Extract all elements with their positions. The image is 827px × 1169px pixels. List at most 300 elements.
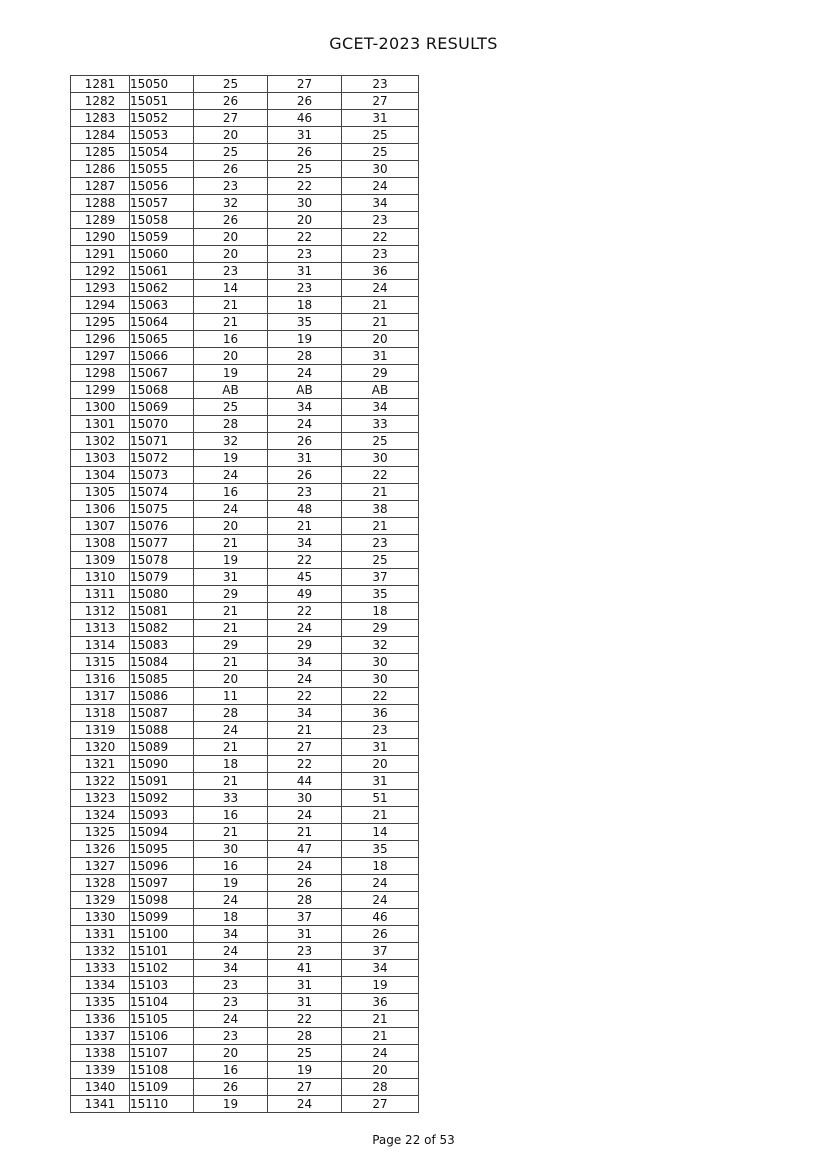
table-row bbox=[71, 467, 419, 484]
table-row bbox=[71, 178, 419, 195]
score-2-cell: 21 bbox=[268, 722, 342, 739]
score-2-cell: 21 bbox=[268, 518, 342, 535]
score-1-cell: 26 bbox=[194, 93, 268, 110]
score-1-cell: 26 bbox=[194, 161, 268, 178]
table-row bbox=[71, 246, 419, 263]
roll-number-cell: 15074 bbox=[130, 484, 194, 501]
table-row bbox=[71, 331, 419, 348]
score-2-cell: 20 bbox=[268, 212, 342, 229]
score-3-cell: 35 bbox=[342, 841, 419, 858]
score-3-cell: 24 bbox=[342, 178, 419, 195]
score-3-cell: 28 bbox=[342, 1079, 419, 1096]
serial-cell: 1334 bbox=[71, 977, 130, 994]
serial-cell: 1327 bbox=[71, 858, 130, 875]
table-row bbox=[71, 637, 419, 654]
score-3-cell: 34 bbox=[342, 960, 419, 977]
roll-number-cell: 15097 bbox=[130, 875, 194, 892]
serial-cell: 1296 bbox=[71, 331, 130, 348]
table-row bbox=[71, 909, 419, 926]
score-3-cell: 26 bbox=[342, 926, 419, 943]
score-1-cell: 19 bbox=[194, 365, 268, 382]
roll-number-cell: 15098 bbox=[130, 892, 194, 909]
table-row bbox=[71, 110, 419, 127]
table-row bbox=[71, 671, 419, 688]
roll-number-cell: 15086 bbox=[130, 688, 194, 705]
roll-number-cell: 15065 bbox=[130, 331, 194, 348]
serial-cell: 1282 bbox=[71, 93, 130, 110]
table-row bbox=[71, 994, 419, 1011]
roll-number-cell: 15084 bbox=[130, 654, 194, 671]
score-2-cell: 23 bbox=[268, 246, 342, 263]
roll-number-cell: 15109 bbox=[130, 1079, 194, 1096]
table-row bbox=[71, 603, 419, 620]
score-3-cell: 21 bbox=[342, 1011, 419, 1028]
score-2-cell: 26 bbox=[268, 433, 342, 450]
score-3-cell: 24 bbox=[342, 280, 419, 297]
table-row bbox=[71, 1079, 419, 1096]
roll-number-cell: 15083 bbox=[130, 637, 194, 654]
score-3-cell: 25 bbox=[342, 433, 419, 450]
table-row bbox=[71, 654, 419, 671]
score-2-cell: 24 bbox=[268, 1096, 342, 1113]
table-row bbox=[71, 348, 419, 365]
score-1-cell: 24 bbox=[194, 722, 268, 739]
score-1-cell: 16 bbox=[194, 1062, 268, 1079]
score-2-cell: 41 bbox=[268, 960, 342, 977]
score-1-cell: 29 bbox=[194, 586, 268, 603]
roll-number-cell: 15073 bbox=[130, 467, 194, 484]
score-2-cell: 26 bbox=[268, 93, 342, 110]
score-3-cell: 21 bbox=[342, 1028, 419, 1045]
score-2-cell: 30 bbox=[268, 195, 342, 212]
score-1-cell: 21 bbox=[194, 773, 268, 790]
roll-number-cell: 15067 bbox=[130, 365, 194, 382]
score-1-cell: 21 bbox=[194, 824, 268, 841]
score-1-cell: 18 bbox=[194, 909, 268, 926]
roll-number-cell: 15056 bbox=[130, 178, 194, 195]
table-row bbox=[71, 127, 419, 144]
score-3-cell: 20 bbox=[342, 756, 419, 773]
results-table bbox=[70, 75, 419, 1113]
score-1-cell: 21 bbox=[194, 297, 268, 314]
score-3-cell: 36 bbox=[342, 263, 419, 280]
score-1-cell: 27 bbox=[194, 110, 268, 127]
serial-cell: 1293 bbox=[71, 280, 130, 297]
table-row bbox=[71, 501, 419, 518]
score-3-cell: 18 bbox=[342, 603, 419, 620]
score-1-cell: 26 bbox=[194, 212, 268, 229]
serial-cell: 1305 bbox=[71, 484, 130, 501]
score-1-cell: 32 bbox=[194, 195, 268, 212]
roll-number-cell: 15107 bbox=[130, 1045, 194, 1062]
score-3-cell: 32 bbox=[342, 637, 419, 654]
serial-cell: 1300 bbox=[71, 399, 130, 416]
serial-cell: 1288 bbox=[71, 195, 130, 212]
score-1-cell: AB bbox=[194, 382, 268, 399]
roll-number-cell: 15075 bbox=[130, 501, 194, 518]
serial-cell: 1320 bbox=[71, 739, 130, 756]
score-2-cell: 24 bbox=[268, 807, 342, 824]
serial-cell: 1337 bbox=[71, 1028, 130, 1045]
score-1-cell: 19 bbox=[194, 1096, 268, 1113]
score-3-cell: 22 bbox=[342, 467, 419, 484]
score-3-cell: 27 bbox=[342, 1096, 419, 1113]
score-2-cell: 29 bbox=[268, 637, 342, 654]
table-row bbox=[71, 399, 419, 416]
score-2-cell: 47 bbox=[268, 841, 342, 858]
score-3-cell: 46 bbox=[342, 909, 419, 926]
score-2-cell: 22 bbox=[268, 1011, 342, 1028]
roll-number-cell: 15053 bbox=[130, 127, 194, 144]
score-3-cell: 25 bbox=[342, 552, 419, 569]
score-1-cell: 18 bbox=[194, 756, 268, 773]
score-3-cell: 29 bbox=[342, 365, 419, 382]
roll-number-cell: 15078 bbox=[130, 552, 194, 569]
table-row bbox=[71, 263, 419, 280]
serial-cell: 1308 bbox=[71, 535, 130, 552]
serial-cell: 1321 bbox=[71, 756, 130, 773]
serial-cell: 1299 bbox=[71, 382, 130, 399]
score-2-cell: AB bbox=[268, 382, 342, 399]
roll-number-cell: 15094 bbox=[130, 824, 194, 841]
roll-number-cell: 15069 bbox=[130, 399, 194, 416]
serial-cell: 1335 bbox=[71, 994, 130, 1011]
serial-cell: 1338 bbox=[71, 1045, 130, 1062]
score-3-cell: 36 bbox=[342, 705, 419, 722]
score-2-cell: 37 bbox=[268, 909, 342, 926]
roll-number-cell: 15088 bbox=[130, 722, 194, 739]
serial-cell: 1326 bbox=[71, 841, 130, 858]
score-3-cell: 25 bbox=[342, 144, 419, 161]
table-row bbox=[71, 586, 419, 603]
score-2-cell: 27 bbox=[268, 739, 342, 756]
score-2-cell: 27 bbox=[268, 1079, 342, 1096]
roll-number-cell: 15108 bbox=[130, 1062, 194, 1079]
roll-number-cell: 15070 bbox=[130, 416, 194, 433]
score-2-cell: 28 bbox=[268, 348, 342, 365]
score-1-cell: 21 bbox=[194, 654, 268, 671]
score-3-cell: 24 bbox=[342, 1045, 419, 1062]
score-3-cell: 23 bbox=[342, 535, 419, 552]
score-3-cell: 21 bbox=[342, 518, 419, 535]
score-2-cell: 34 bbox=[268, 399, 342, 416]
roll-number-cell: 15102 bbox=[130, 960, 194, 977]
score-2-cell: 22 bbox=[268, 688, 342, 705]
score-2-cell: 24 bbox=[268, 416, 342, 433]
score-3-cell: 38 bbox=[342, 501, 419, 518]
table-row bbox=[71, 875, 419, 892]
score-3-cell: 37 bbox=[342, 943, 419, 960]
score-3-cell: 24 bbox=[342, 892, 419, 909]
roll-number-cell: 15105 bbox=[130, 1011, 194, 1028]
score-1-cell: 11 bbox=[194, 688, 268, 705]
serial-cell: 1315 bbox=[71, 654, 130, 671]
score-2-cell: 34 bbox=[268, 705, 342, 722]
roll-number-cell: 15072 bbox=[130, 450, 194, 467]
table-row bbox=[71, 535, 419, 552]
score-1-cell: 29 bbox=[194, 637, 268, 654]
serial-cell: 1302 bbox=[71, 433, 130, 450]
score-2-cell: 30 bbox=[268, 790, 342, 807]
table-row bbox=[71, 144, 419, 161]
score-3-cell: 21 bbox=[342, 807, 419, 824]
roll-number-cell: 15054 bbox=[130, 144, 194, 161]
serial-cell: 1322 bbox=[71, 773, 130, 790]
score-1-cell: 20 bbox=[194, 246, 268, 263]
score-1-cell: 20 bbox=[194, 348, 268, 365]
serial-cell: 1295 bbox=[71, 314, 130, 331]
serial-cell: 1291 bbox=[71, 246, 130, 263]
score-2-cell: 48 bbox=[268, 501, 342, 518]
score-2-cell: 25 bbox=[268, 161, 342, 178]
score-1-cell: 20 bbox=[194, 127, 268, 144]
table-row bbox=[71, 739, 419, 756]
table-row bbox=[71, 1062, 419, 1079]
table-row bbox=[71, 705, 419, 722]
table-row bbox=[71, 195, 419, 212]
score-1-cell: 24 bbox=[194, 501, 268, 518]
serial-cell: 1314 bbox=[71, 637, 130, 654]
table-row bbox=[71, 280, 419, 297]
score-2-cell: 35 bbox=[268, 314, 342, 331]
roll-number-cell: 15089 bbox=[130, 739, 194, 756]
table-row bbox=[71, 433, 419, 450]
score-2-cell: 45 bbox=[268, 569, 342, 586]
score-2-cell: 25 bbox=[268, 1045, 342, 1062]
score-3-cell: 31 bbox=[342, 110, 419, 127]
table-row bbox=[71, 76, 419, 93]
serial-cell: 1319 bbox=[71, 722, 130, 739]
score-1-cell: 20 bbox=[194, 229, 268, 246]
score-3-cell: 34 bbox=[342, 399, 419, 416]
serial-cell: 1284 bbox=[71, 127, 130, 144]
score-3-cell: 21 bbox=[342, 484, 419, 501]
serial-cell: 1304 bbox=[71, 467, 130, 484]
score-2-cell: 19 bbox=[268, 1062, 342, 1079]
roll-number-cell: 15080 bbox=[130, 586, 194, 603]
score-1-cell: 21 bbox=[194, 314, 268, 331]
roll-number-cell: 15050 bbox=[130, 76, 194, 93]
serial-cell: 1329 bbox=[71, 892, 130, 909]
score-1-cell: 25 bbox=[194, 144, 268, 161]
serial-cell: 1283 bbox=[71, 110, 130, 127]
score-2-cell: 31 bbox=[268, 926, 342, 943]
score-2-cell: 34 bbox=[268, 535, 342, 552]
roll-number-cell: 15079 bbox=[130, 569, 194, 586]
score-3-cell: 25 bbox=[342, 127, 419, 144]
table-row bbox=[71, 161, 419, 178]
table-row bbox=[71, 382, 419, 399]
roll-number-cell: 15092 bbox=[130, 790, 194, 807]
serial-cell: 1330 bbox=[71, 909, 130, 926]
score-3-cell: 18 bbox=[342, 858, 419, 875]
score-1-cell: 24 bbox=[194, 1011, 268, 1028]
score-3-cell: 33 bbox=[342, 416, 419, 433]
table-row bbox=[71, 212, 419, 229]
score-1-cell: 16 bbox=[194, 807, 268, 824]
roll-number-cell: 15085 bbox=[130, 671, 194, 688]
score-3-cell: 24 bbox=[342, 875, 419, 892]
score-2-cell: 23 bbox=[268, 484, 342, 501]
table-row bbox=[71, 552, 419, 569]
score-3-cell: 23 bbox=[342, 76, 419, 93]
table-row bbox=[71, 943, 419, 960]
score-3-cell: 30 bbox=[342, 671, 419, 688]
score-3-cell: 27 bbox=[342, 93, 419, 110]
score-1-cell: 32 bbox=[194, 433, 268, 450]
roll-number-cell: 15055 bbox=[130, 161, 194, 178]
score-1-cell: 20 bbox=[194, 1045, 268, 1062]
table-row bbox=[71, 518, 419, 535]
table-row bbox=[71, 450, 419, 467]
score-3-cell: 36 bbox=[342, 994, 419, 1011]
score-3-cell: 22 bbox=[342, 688, 419, 705]
score-3-cell: 21 bbox=[342, 314, 419, 331]
score-2-cell: 18 bbox=[268, 297, 342, 314]
serial-cell: 1292 bbox=[71, 263, 130, 280]
score-1-cell: 19 bbox=[194, 450, 268, 467]
roll-number-cell: 15101 bbox=[130, 943, 194, 960]
table-row bbox=[71, 790, 419, 807]
score-2-cell: 49 bbox=[268, 586, 342, 603]
table-row bbox=[71, 960, 419, 977]
roll-number-cell: 15052 bbox=[130, 110, 194, 127]
serial-cell: 1311 bbox=[71, 586, 130, 603]
table-row bbox=[71, 824, 419, 841]
roll-number-cell: 15095 bbox=[130, 841, 194, 858]
serial-cell: 1313 bbox=[71, 620, 130, 637]
serial-cell: 1309 bbox=[71, 552, 130, 569]
score-2-cell: 24 bbox=[268, 671, 342, 688]
score-1-cell: 16 bbox=[194, 331, 268, 348]
serial-cell: 1332 bbox=[71, 943, 130, 960]
roll-number-cell: 15058 bbox=[130, 212, 194, 229]
score-2-cell: 27 bbox=[268, 76, 342, 93]
score-1-cell: 23 bbox=[194, 994, 268, 1011]
score-3-cell: 34 bbox=[342, 195, 419, 212]
score-1-cell: 19 bbox=[194, 552, 268, 569]
score-2-cell: 22 bbox=[268, 229, 342, 246]
score-1-cell: 21 bbox=[194, 620, 268, 637]
serial-cell: 1336 bbox=[71, 1011, 130, 1028]
score-1-cell: 24 bbox=[194, 892, 268, 909]
score-2-cell: 24 bbox=[268, 620, 342, 637]
table-row bbox=[71, 773, 419, 790]
score-1-cell: 21 bbox=[194, 603, 268, 620]
table-row bbox=[71, 314, 419, 331]
score-1-cell: 28 bbox=[194, 416, 268, 433]
roll-number-cell: 15110 bbox=[130, 1096, 194, 1113]
score-3-cell: 23 bbox=[342, 212, 419, 229]
serial-cell: 1294 bbox=[71, 297, 130, 314]
roll-number-cell: 15057 bbox=[130, 195, 194, 212]
score-3-cell: 37 bbox=[342, 569, 419, 586]
score-3-cell: 30 bbox=[342, 654, 419, 671]
score-1-cell: 28 bbox=[194, 705, 268, 722]
roll-number-cell: 15099 bbox=[130, 909, 194, 926]
serial-cell: 1328 bbox=[71, 875, 130, 892]
score-2-cell: 31 bbox=[268, 994, 342, 1011]
serial-cell: 1301 bbox=[71, 416, 130, 433]
score-2-cell: 28 bbox=[268, 892, 342, 909]
score-2-cell: 24 bbox=[268, 858, 342, 875]
serial-cell: 1286 bbox=[71, 161, 130, 178]
score-1-cell: 21 bbox=[194, 739, 268, 756]
roll-number-cell: 15062 bbox=[130, 280, 194, 297]
score-2-cell: 44 bbox=[268, 773, 342, 790]
score-1-cell: 23 bbox=[194, 263, 268, 280]
serial-cell: 1289 bbox=[71, 212, 130, 229]
score-3-cell: 51 bbox=[342, 790, 419, 807]
table-row bbox=[71, 297, 419, 314]
score-3-cell: 20 bbox=[342, 1062, 419, 1079]
score-3-cell: 19 bbox=[342, 977, 419, 994]
score-2-cell: 28 bbox=[268, 1028, 342, 1045]
score-1-cell: 20 bbox=[194, 671, 268, 688]
page-title: GCET-2023 RESULTS bbox=[329, 34, 498, 53]
score-2-cell: 31 bbox=[268, 263, 342, 280]
score-1-cell: 33 bbox=[194, 790, 268, 807]
table-row bbox=[71, 756, 419, 773]
score-3-cell: 21 bbox=[342, 297, 419, 314]
serial-cell: 1306 bbox=[71, 501, 130, 518]
score-1-cell: 20 bbox=[194, 518, 268, 535]
serial-cell: 1316 bbox=[71, 671, 130, 688]
roll-number-cell: 15100 bbox=[130, 926, 194, 943]
table-row bbox=[71, 722, 419, 739]
table-row bbox=[71, 569, 419, 586]
table-row bbox=[71, 484, 419, 501]
serial-cell: 1318 bbox=[71, 705, 130, 722]
score-1-cell: 25 bbox=[194, 399, 268, 416]
score-1-cell: 16 bbox=[194, 484, 268, 501]
serial-cell: 1340 bbox=[71, 1079, 130, 1096]
roll-number-cell: 15106 bbox=[130, 1028, 194, 1045]
score-3-cell: 22 bbox=[342, 229, 419, 246]
score-2-cell: 22 bbox=[268, 552, 342, 569]
score-1-cell: 34 bbox=[194, 926, 268, 943]
serial-cell: 1303 bbox=[71, 450, 130, 467]
serial-cell: 1298 bbox=[71, 365, 130, 382]
serial-cell: 1310 bbox=[71, 569, 130, 586]
score-2-cell: 23 bbox=[268, 280, 342, 297]
score-1-cell: 31 bbox=[194, 569, 268, 586]
serial-cell: 1325 bbox=[71, 824, 130, 841]
score-1-cell: 23 bbox=[194, 977, 268, 994]
score-1-cell: 23 bbox=[194, 1028, 268, 1045]
roll-number-cell: 15063 bbox=[130, 297, 194, 314]
serial-cell: 1297 bbox=[71, 348, 130, 365]
score-2-cell: 31 bbox=[268, 450, 342, 467]
score-2-cell: 24 bbox=[268, 365, 342, 382]
roll-number-cell: 15066 bbox=[130, 348, 194, 365]
roll-number-cell: 15071 bbox=[130, 433, 194, 450]
score-1-cell: 24 bbox=[194, 467, 268, 484]
score-3-cell: 20 bbox=[342, 331, 419, 348]
score-3-cell: 23 bbox=[342, 722, 419, 739]
score-2-cell: 22 bbox=[268, 178, 342, 195]
roll-number-cell: 15061 bbox=[130, 263, 194, 280]
score-1-cell: 34 bbox=[194, 960, 268, 977]
table-row bbox=[71, 841, 419, 858]
serial-cell: 1281 bbox=[71, 76, 130, 93]
table-row bbox=[71, 365, 419, 382]
score-2-cell: 22 bbox=[268, 756, 342, 773]
serial-cell: 1290 bbox=[71, 229, 130, 246]
serial-cell: 1324 bbox=[71, 807, 130, 824]
score-1-cell: 14 bbox=[194, 280, 268, 297]
score-1-cell: 30 bbox=[194, 841, 268, 858]
